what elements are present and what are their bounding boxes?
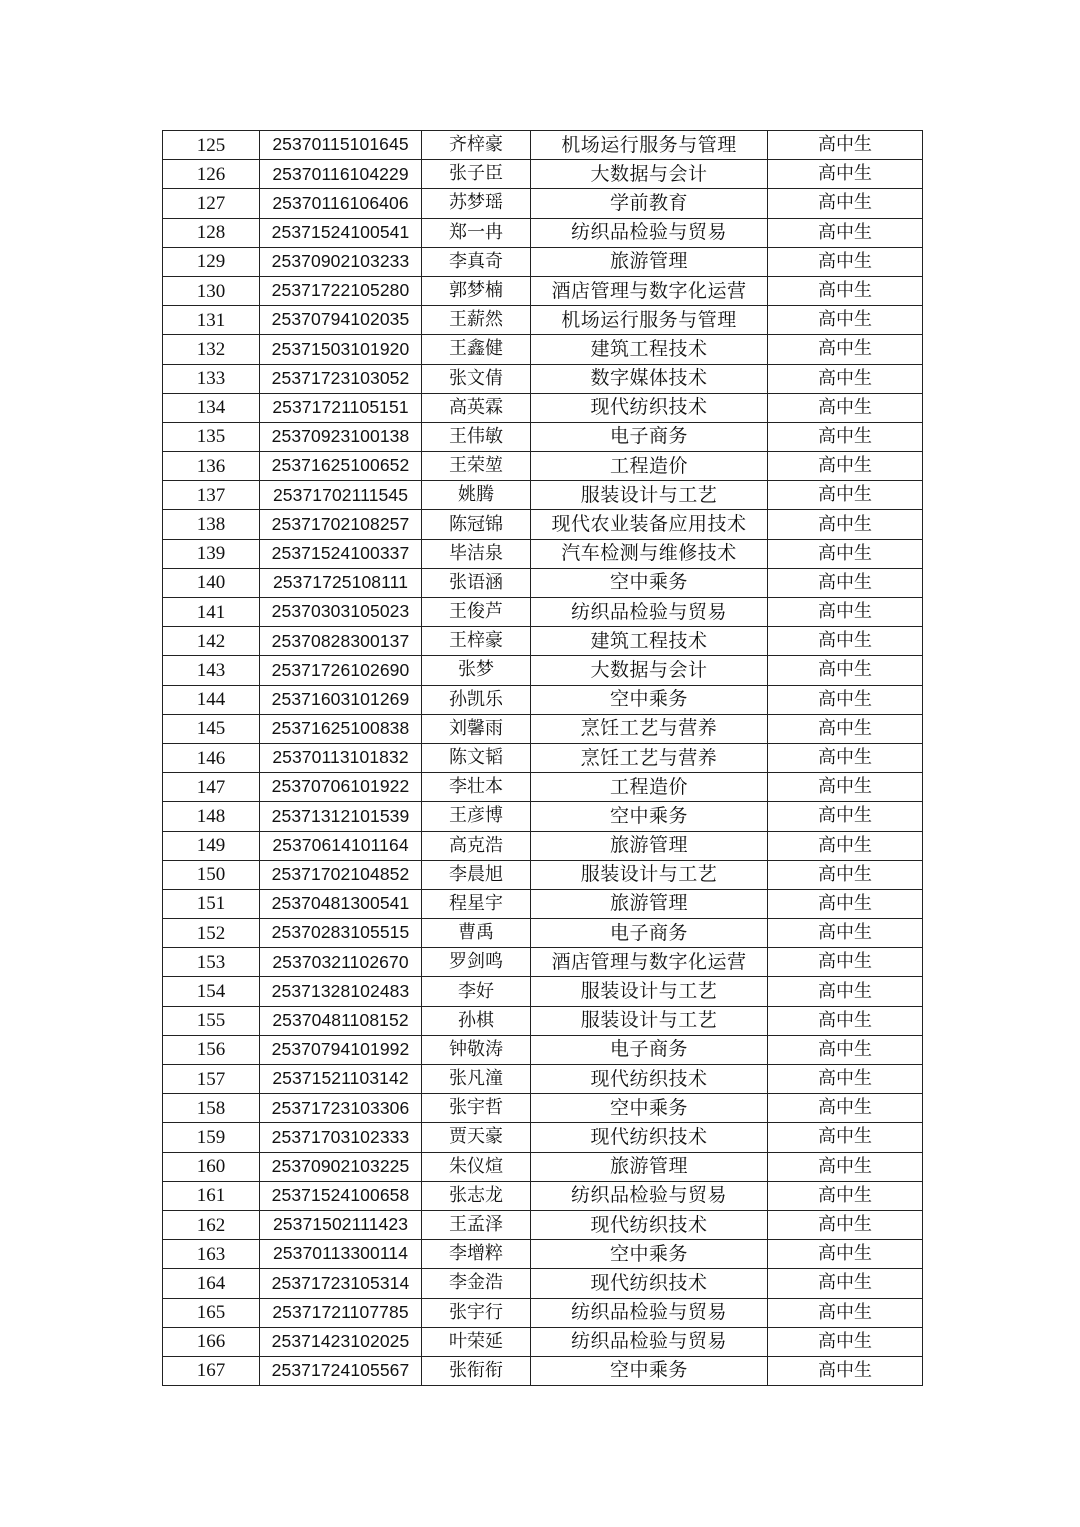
cell-student-type: 高中生 xyxy=(768,1152,923,1181)
cell-serial-number: 165 xyxy=(163,1298,260,1327)
table-row xyxy=(163,714,923,743)
cell-student-name: 叶荣延 xyxy=(422,1327,531,1356)
table-body xyxy=(163,131,923,1386)
cell-serial-number: 134 xyxy=(163,393,260,422)
table-row xyxy=(163,1035,923,1064)
cell-student-type: 高中生 xyxy=(768,919,923,948)
cell-student-type: 高中生 xyxy=(768,685,923,714)
table-row xyxy=(163,1298,923,1327)
table-row xyxy=(163,1269,923,1298)
table-row xyxy=(163,656,923,685)
cell-exam-id: 25370902103233 xyxy=(260,247,422,276)
cell-major: 数字媒体技术 xyxy=(531,364,768,393)
cell-student-name: 王荣堃 xyxy=(422,452,531,481)
cell-student-name: 罗剑鸣 xyxy=(422,948,531,977)
cell-student-name: 张衔衔 xyxy=(422,1356,531,1385)
cell-exam-id: 25371721105151 xyxy=(260,393,422,422)
cell-student-name: 高英霖 xyxy=(422,393,531,422)
table-row xyxy=(163,1065,923,1094)
cell-exam-id: 25371723103052 xyxy=(260,364,422,393)
cell-major: 电子商务 xyxy=(531,919,768,948)
cell-major: 现代纺织技术 xyxy=(531,1065,768,1094)
cell-student-name: 张宇行 xyxy=(422,1298,531,1327)
cell-student-type: 高中生 xyxy=(768,627,923,656)
cell-exam-id: 25370115101645 xyxy=(260,131,422,160)
cell-major: 纺织品检验与贸易 xyxy=(531,1181,768,1210)
cell-major: 旅游管理 xyxy=(531,831,768,860)
cell-student-name: 刘馨雨 xyxy=(422,714,531,743)
table-row xyxy=(163,831,923,860)
cell-major: 烹饪工艺与营养 xyxy=(531,743,768,772)
cell-student-type: 高中生 xyxy=(768,977,923,1006)
table-row xyxy=(163,977,923,1006)
cell-exam-id: 25371502111423 xyxy=(260,1210,422,1239)
cell-major: 空中乘务 xyxy=(531,685,768,714)
cell-student-type: 高中生 xyxy=(768,539,923,568)
cell-student-type: 高中生 xyxy=(768,860,923,889)
cell-serial-number: 149 xyxy=(163,831,260,860)
cell-exam-id: 25370116106406 xyxy=(260,189,422,218)
cell-exam-id: 25371703102333 xyxy=(260,1123,422,1152)
cell-major: 酒店管理与数字化运营 xyxy=(531,948,768,977)
cell-serial-number: 153 xyxy=(163,948,260,977)
cell-major: 纺织品检验与贸易 xyxy=(531,598,768,627)
cell-serial-number: 162 xyxy=(163,1210,260,1239)
cell-student-name: 李金浩 xyxy=(422,1269,531,1298)
cell-major: 现代农业装备应用技术 xyxy=(531,510,768,539)
cell-student-name: 郭梦楠 xyxy=(422,276,531,305)
cell-major: 电子商务 xyxy=(531,422,768,451)
cell-student-type: 高中生 xyxy=(768,948,923,977)
cell-major: 机场运行服务与管理 xyxy=(531,306,768,335)
cell-major: 服装设计与工艺 xyxy=(531,1006,768,1035)
cell-student-type: 高中生 xyxy=(768,189,923,218)
cell-exam-id: 25370113300114 xyxy=(260,1240,422,1269)
table-row xyxy=(163,1123,923,1152)
cell-student-name: 张语涵 xyxy=(422,568,531,597)
cell-student-name: 钟敬涛 xyxy=(422,1035,531,1064)
cell-student-name: 高克浩 xyxy=(422,831,531,860)
cell-serial-number: 146 xyxy=(163,743,260,772)
cell-student-type: 高中生 xyxy=(768,218,923,247)
cell-exam-id: 25370113101832 xyxy=(260,743,422,772)
cell-exam-id: 25371521103142 xyxy=(260,1065,422,1094)
cell-student-name: 程星宇 xyxy=(422,889,531,918)
cell-student-name: 孙棋 xyxy=(422,1006,531,1035)
cell-major: 纺织品检验与贸易 xyxy=(531,1298,768,1327)
cell-serial-number: 161 xyxy=(163,1181,260,1210)
table-row xyxy=(163,1006,923,1035)
cell-student-type: 高中生 xyxy=(768,364,923,393)
cell-exam-id: 25371423102025 xyxy=(260,1327,422,1356)
cell-serial-number: 136 xyxy=(163,452,260,481)
table-row xyxy=(163,276,923,305)
cell-major: 纺织品检验与贸易 xyxy=(531,218,768,247)
table-row xyxy=(163,1181,923,1210)
cell-student-type: 高中生 xyxy=(768,1356,923,1385)
cell-serial-number: 147 xyxy=(163,773,260,802)
cell-serial-number: 164 xyxy=(163,1269,260,1298)
table-row xyxy=(163,1094,923,1123)
cell-exam-id: 25370481108152 xyxy=(260,1006,422,1035)
cell-student-type: 高中生 xyxy=(768,889,923,918)
table-row xyxy=(163,802,923,831)
cell-serial-number: 156 xyxy=(163,1035,260,1064)
cell-major: 电子商务 xyxy=(531,1035,768,1064)
cell-major: 空中乘务 xyxy=(531,568,768,597)
cell-exam-id: 25370794101992 xyxy=(260,1035,422,1064)
cell-student-type: 高中生 xyxy=(768,276,923,305)
cell-student-type: 高中生 xyxy=(768,160,923,189)
table-row xyxy=(163,773,923,802)
cell-student-name: 朱仪煊 xyxy=(422,1152,531,1181)
cell-student-type: 高中生 xyxy=(768,1269,923,1298)
cell-serial-number: 129 xyxy=(163,247,260,276)
cell-major: 空中乘务 xyxy=(531,1240,768,1269)
cell-exam-id: 25371702111545 xyxy=(260,481,422,510)
table-row xyxy=(163,1356,923,1385)
table-row xyxy=(163,393,923,422)
cell-serial-number: 167 xyxy=(163,1356,260,1385)
table-row xyxy=(163,889,923,918)
cell-serial-number: 148 xyxy=(163,802,260,831)
cell-student-name: 李增粹 xyxy=(422,1240,531,1269)
cell-serial-number: 130 xyxy=(163,276,260,305)
cell-student-name: 齐梓豪 xyxy=(422,131,531,160)
cell-student-type: 高中生 xyxy=(768,452,923,481)
cell-serial-number: 139 xyxy=(163,539,260,568)
table-row xyxy=(163,510,923,539)
cell-student-name: 郑一冉 xyxy=(422,218,531,247)
cell-exam-id: 25370828300137 xyxy=(260,627,422,656)
cell-serial-number: 157 xyxy=(163,1065,260,1094)
table-row xyxy=(163,1240,923,1269)
cell-student-name: 姚腾 xyxy=(422,481,531,510)
cell-exam-id: 25371724105567 xyxy=(260,1356,422,1385)
cell-serial-number: 140 xyxy=(163,568,260,597)
cell-student-name: 王孟泽 xyxy=(422,1210,531,1239)
cell-serial-number: 127 xyxy=(163,189,260,218)
cell-exam-id: 25371725108111 xyxy=(260,568,422,597)
cell-major: 纺织品检验与贸易 xyxy=(531,1327,768,1356)
table-row xyxy=(163,247,923,276)
cell-student-type: 高中生 xyxy=(768,422,923,451)
table-row xyxy=(163,568,923,597)
cell-major: 现代纺织技术 xyxy=(531,1210,768,1239)
cell-student-name: 孙凯乐 xyxy=(422,685,531,714)
cell-serial-number: 126 xyxy=(163,160,260,189)
cell-major: 空中乘务 xyxy=(531,1094,768,1123)
cell-major: 工程造价 xyxy=(531,773,768,802)
table-row xyxy=(163,452,923,481)
cell-exam-id: 25370481300541 xyxy=(260,889,422,918)
cell-exam-id: 25371702108257 xyxy=(260,510,422,539)
table-row xyxy=(163,160,923,189)
cell-exam-id: 25370614101164 xyxy=(260,831,422,860)
cell-major: 旅游管理 xyxy=(531,889,768,918)
cell-exam-id: 25371726102690 xyxy=(260,656,422,685)
cell-student-type: 高中生 xyxy=(768,1327,923,1356)
cell-student-name: 陈文韬 xyxy=(422,743,531,772)
cell-major: 服装设计与工艺 xyxy=(531,860,768,889)
cell-student-name: 李晨旭 xyxy=(422,860,531,889)
cell-major: 机场运行服务与管理 xyxy=(531,131,768,160)
cell-serial-number: 145 xyxy=(163,714,260,743)
cell-serial-number: 131 xyxy=(163,306,260,335)
cell-student-type: 高中生 xyxy=(768,393,923,422)
cell-serial-number: 143 xyxy=(163,656,260,685)
cell-exam-id: 25371702104852 xyxy=(260,860,422,889)
cell-student-type: 高中生 xyxy=(768,1298,923,1327)
cell-major: 现代纺织技术 xyxy=(531,393,768,422)
cell-student-name: 李好 xyxy=(422,977,531,1006)
cell-student-name: 王俊芦 xyxy=(422,598,531,627)
cell-exam-id: 25371524100337 xyxy=(260,539,422,568)
cell-exam-id: 25371603101269 xyxy=(260,685,422,714)
cell-student-name: 王薪然 xyxy=(422,306,531,335)
table-row xyxy=(163,860,923,889)
cell-serial-number: 125 xyxy=(163,131,260,160)
cell-exam-id: 25370902103225 xyxy=(260,1152,422,1181)
cell-serial-number: 144 xyxy=(163,685,260,714)
table-row xyxy=(163,335,923,364)
cell-student-name: 张子臣 xyxy=(422,160,531,189)
table-row xyxy=(163,422,923,451)
cell-major: 学前教育 xyxy=(531,189,768,218)
cell-serial-number: 152 xyxy=(163,919,260,948)
cell-major: 空中乘务 xyxy=(531,802,768,831)
table-row xyxy=(163,306,923,335)
cell-major: 旅游管理 xyxy=(531,1152,768,1181)
cell-student-type: 高中生 xyxy=(768,1181,923,1210)
cell-student-type: 高中生 xyxy=(768,481,923,510)
table-row xyxy=(163,1152,923,1181)
cell-exam-id: 25371524100541 xyxy=(260,218,422,247)
cell-student-type: 高中生 xyxy=(768,1065,923,1094)
cell-serial-number: 163 xyxy=(163,1240,260,1269)
cell-major: 建筑工程技术 xyxy=(531,627,768,656)
cell-major: 建筑工程技术 xyxy=(531,335,768,364)
cell-major: 汽车检测与维修技术 xyxy=(531,539,768,568)
table-row xyxy=(163,919,923,948)
cell-serial-number: 154 xyxy=(163,977,260,1006)
cell-exam-id: 25371312101539 xyxy=(260,802,422,831)
cell-serial-number: 133 xyxy=(163,364,260,393)
cell-student-type: 高中生 xyxy=(768,743,923,772)
cell-exam-id: 25371503101920 xyxy=(260,335,422,364)
cell-serial-number: 142 xyxy=(163,627,260,656)
cell-exam-id: 25370283105515 xyxy=(260,919,422,948)
table-row xyxy=(163,131,923,160)
cell-exam-id: 25371722105280 xyxy=(260,276,422,305)
cell-exam-id: 25371625100838 xyxy=(260,714,422,743)
cell-serial-number: 137 xyxy=(163,481,260,510)
cell-major: 空中乘务 xyxy=(531,1356,768,1385)
table-row xyxy=(163,364,923,393)
cell-major: 旅游管理 xyxy=(531,247,768,276)
cell-student-name: 苏梦瑶 xyxy=(422,189,531,218)
cell-student-name: 贾天豪 xyxy=(422,1123,531,1152)
cell-student-name: 陈冠锦 xyxy=(422,510,531,539)
cell-student-type: 高中生 xyxy=(768,802,923,831)
cell-exam-id: 25370794102035 xyxy=(260,306,422,335)
cell-serial-number: 151 xyxy=(163,889,260,918)
cell-exam-id: 25370706101922 xyxy=(260,773,422,802)
cell-student-type: 高中生 xyxy=(768,335,923,364)
cell-student-name: 李真奇 xyxy=(422,247,531,276)
cell-major: 现代纺织技术 xyxy=(531,1123,768,1152)
cell-major: 烹饪工艺与营养 xyxy=(531,714,768,743)
cell-student-type: 高中生 xyxy=(768,1094,923,1123)
table-row xyxy=(163,743,923,772)
table-row xyxy=(163,598,923,627)
cell-student-name: 王彦博 xyxy=(422,802,531,831)
cell-serial-number: 155 xyxy=(163,1006,260,1035)
cell-exam-id: 25370116104229 xyxy=(260,160,422,189)
cell-serial-number: 128 xyxy=(163,218,260,247)
cell-student-type: 高中生 xyxy=(768,773,923,802)
cell-student-name: 王梓豪 xyxy=(422,627,531,656)
cell-exam-id: 25371723105314 xyxy=(260,1269,422,1298)
cell-major: 工程造价 xyxy=(531,452,768,481)
cell-student-type: 高中生 xyxy=(768,714,923,743)
cell-exam-id: 25370321102670 xyxy=(260,948,422,977)
table-row xyxy=(163,1327,923,1356)
cell-student-type: 高中生 xyxy=(768,306,923,335)
cell-student-type: 高中生 xyxy=(768,656,923,685)
cell-student-type: 高中生 xyxy=(768,1123,923,1152)
cell-student-name: 张凡潼 xyxy=(422,1065,531,1094)
table-row xyxy=(163,539,923,568)
cell-student-name: 王伟敏 xyxy=(422,422,531,451)
cell-major: 酒店管理与数字化运营 xyxy=(531,276,768,305)
cell-serial-number: 135 xyxy=(163,422,260,451)
cell-serial-number: 141 xyxy=(163,598,260,627)
cell-student-type: 高中生 xyxy=(768,1210,923,1239)
cell-student-name: 张文倩 xyxy=(422,364,531,393)
cell-serial-number: 138 xyxy=(163,510,260,539)
cell-serial-number: 159 xyxy=(163,1123,260,1152)
cell-student-type: 高中生 xyxy=(768,831,923,860)
cell-serial-number: 160 xyxy=(163,1152,260,1181)
cell-student-name: 王鑫健 xyxy=(422,335,531,364)
table-row xyxy=(163,481,923,510)
cell-student-type: 高中生 xyxy=(768,131,923,160)
cell-exam-id: 25371721107785 xyxy=(260,1298,422,1327)
table-row xyxy=(163,1210,923,1239)
cell-exam-id: 25370303105023 xyxy=(260,598,422,627)
cell-exam-id: 25371723103306 xyxy=(260,1094,422,1123)
cell-major: 服装设计与工艺 xyxy=(531,481,768,510)
cell-major: 大数据与会计 xyxy=(531,160,768,189)
cell-student-name: 张梦 xyxy=(422,656,531,685)
cell-exam-id: 25371524100658 xyxy=(260,1181,422,1210)
cell-serial-number: 166 xyxy=(163,1327,260,1356)
cell-student-type: 高中生 xyxy=(768,568,923,597)
cell-major: 大数据与会计 xyxy=(531,656,768,685)
cell-serial-number: 132 xyxy=(163,335,260,364)
cell-major: 现代纺织技术 xyxy=(531,1269,768,1298)
cell-exam-id: 25371625100652 xyxy=(260,452,422,481)
cell-student-type: 高中生 xyxy=(768,247,923,276)
cell-exam-id: 25371328102483 xyxy=(260,977,422,1006)
cell-student-type: 高中生 xyxy=(768,510,923,539)
cell-student-name: 李壮本 xyxy=(422,773,531,802)
cell-serial-number: 150 xyxy=(163,860,260,889)
cell-exam-id: 25370923100138 xyxy=(260,422,422,451)
table-row xyxy=(163,948,923,977)
cell-serial-number: 158 xyxy=(163,1094,260,1123)
cell-student-name: 张志龙 xyxy=(422,1181,531,1210)
table-row xyxy=(163,627,923,656)
cell-student-name: 张宇哲 xyxy=(422,1094,531,1123)
table-row xyxy=(163,685,923,714)
cell-student-type: 高中生 xyxy=(768,598,923,627)
cell-student-type: 高中生 xyxy=(768,1006,923,1035)
admission-table xyxy=(162,130,923,1386)
cell-student-name: 曹禹 xyxy=(422,919,531,948)
cell-student-type: 高中生 xyxy=(768,1035,923,1064)
cell-major: 服装设计与工艺 xyxy=(531,977,768,1006)
cell-student-type: 高中生 xyxy=(768,1240,923,1269)
table-row xyxy=(163,189,923,218)
cell-student-name: 毕洁泉 xyxy=(422,539,531,568)
table-row xyxy=(163,218,923,247)
